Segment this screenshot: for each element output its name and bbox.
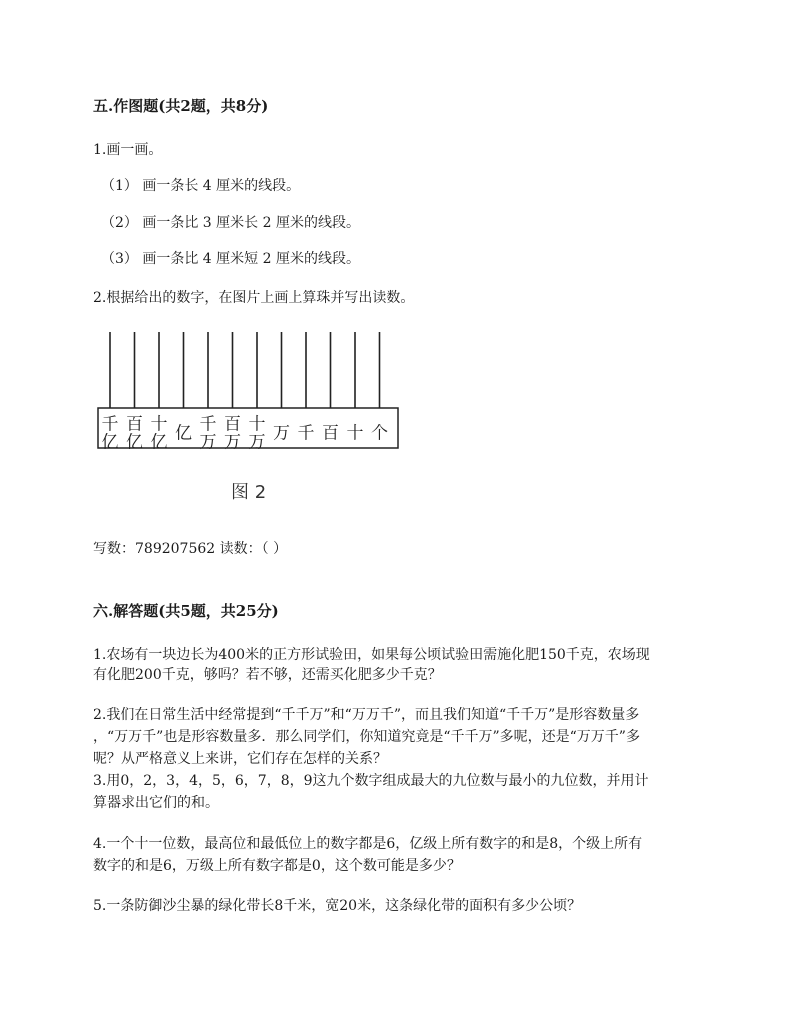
section6-title: 六.解答题(共5题，共25分) (93, 602, 279, 620)
section5-title: 五.作图题(共2题，共8分) (93, 97, 269, 115)
place-label: 千 (199, 414, 217, 435)
q1-item-1: （1） 画一条长 4 厘米的线段。 (101, 178, 301, 194)
place-label: 亿 (101, 432, 119, 453)
place-label: 亿 (150, 432, 168, 453)
abacus-figure (96, 328, 406, 503)
q2-answer-line: 写数：789207562 读数：（ ） (93, 541, 288, 557)
q1-item-2: （2） 画一条比 3 厘米长 2 厘米的线段。 (101, 215, 360, 231)
place-label: 个 (371, 423, 388, 444)
place-label: 亿 (175, 423, 192, 444)
place-label: 百 (126, 414, 143, 435)
s6-q5-line1: 5.一条防御沙尘暴的绿化带长8千米，宽20米，这条绿化带的面积有多少公顷？ (93, 898, 582, 914)
place-label: 亿 (126, 432, 143, 453)
q1-item-3: （3） 画一条比 4 厘米短 2 厘米的线段。 (101, 251, 360, 267)
q1-stem: 1.画一画。 (93, 142, 163, 158)
s6-q4-line1: 4.一个十一位数，最高位和最低位上的数字都是6，亿级上所有数字的和是8，个级上所有 (93, 836, 643, 852)
s6-q3-line1: 3.用0，2，3，4，5，6，7，8，9这九个数字组成最大的九位数与最小的九位数，并用计 (93, 773, 649, 789)
s6-q4-line2: 数字的和是6，万级上所有数字都是0，这个数可能是多少？ (93, 858, 461, 874)
place-label: 万 (199, 432, 217, 453)
q2-stem: 2.根据给出的数字，在图片上画上算珠并写出读数。 (93, 290, 415, 306)
s6-q2-line3: 呢？从严格意义上来讲，它们存在怎样的关系？ (93, 751, 387, 767)
place-label: 千 (297, 423, 315, 444)
place-label: 十 (248, 414, 266, 435)
place-label: 十 (346, 423, 364, 444)
s6-q2-line2: ，“万万千”也是形容数量多．那么同学们，你知道究竟是“千千万”多呢，还是“万万千”多 (93, 729, 640, 745)
abacus-drawing (96, 328, 406, 498)
place-label: 万 (224, 432, 241, 453)
figure-caption: 图 2 (231, 482, 267, 503)
place-label: 万 (248, 432, 266, 453)
place-label: 千 (101, 414, 119, 435)
s6-q1-line1: 1.农场有一块边长为400米的正方形试验田，如果每公顷试验田需施化肥150千克，农场现 (93, 647, 650, 663)
place-label: 十 (150, 414, 168, 435)
place-label: 百 (322, 423, 339, 444)
s6-q3-line2: 算器求出它们的和。 (93, 795, 219, 811)
place-label: 万 (273, 423, 290, 444)
place-label: 百 (224, 414, 241, 435)
s6-q2-line1: 2.我们在日常生活中经常提到“千千万”和“万万千”，而且我们知道“千千万”是形容数量多 (93, 707, 640, 723)
s6-q1-line2: 有化肥200千克，够吗？若不够，还需买化肥多少千克？ (93, 667, 442, 683)
